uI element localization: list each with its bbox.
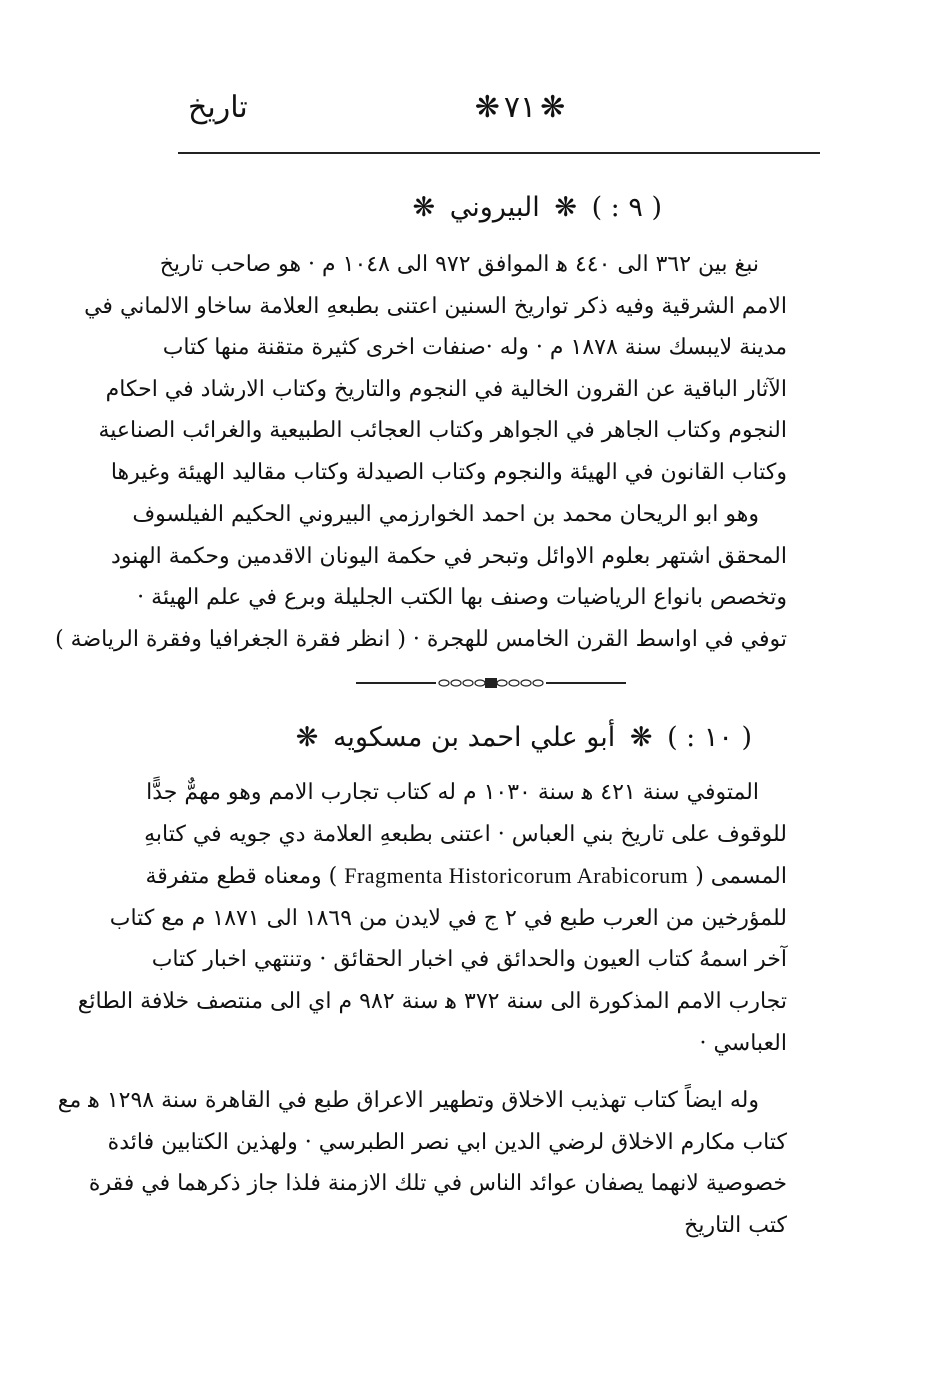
text-line: وتخصص بانواع الرياضيات وصنف بها الكتب الجليلة وبرع في علم الهيئة · [137, 585, 787, 611]
text-segment: ومعناه قطع متفرقة [145, 864, 322, 890]
text-line: وهو ابو الريحان محمد بن احمد الخوارزمي البيروني الحكيم الفيلسوف [132, 502, 759, 527]
text-line: المسمى ( Fragmenta Historicorum Arabicorum ) ومعناه قطع متفرقة [145, 863, 787, 890]
paragraph [57, 1080, 787, 1246]
entry-number: ( ٩ : ) [591, 192, 662, 223]
text-line: آخر اسمهُ كتاب العيون والحدائق في اخبار الحقائق · وتنتهي اخبار كتاب [151, 947, 787, 973]
text-line: مدينة لايبسك سنة ١٨٧٨ م · وله ·صنفات اخرى كثيرة متقنة منها كتاب [162, 335, 787, 361]
text-line: الامم الشرقية وفيه ذكر تواريخ السنين اعتنى بطبعهِ العلامة ساخاو الالماني في [84, 293, 787, 319]
text-line: وكتاب القانون في الهيئة والنجوم وكتاب الصيدلة وكتاب مقاليد الهيئة وغيرها [110, 459, 787, 485]
ornament-icon: ❋ [540, 90, 566, 125]
latin-title: Fragmenta Historicorum Arabicorum [344, 863, 689, 889]
running-head [180, 86, 820, 136]
text-line: كتب التاريخ [684, 1212, 787, 1238]
text-line: للمؤرخين من العرب طبع في ٢ ج في لايدن من ١٨٦٩ الى ١٨٧١ م مع كتاب [109, 905, 787, 931]
entry-heading [290, 722, 752, 753]
text-line: توفي في اواسط القرن الخامس للهجرة · ( انظر فقرة الجغرافيا وفقرة الرياضة ) [55, 626, 787, 652]
entry-title: أبو علي احمد بن مسكويه [332, 722, 616, 753]
ornament-icon: ❋ [554, 192, 577, 223]
paragraph [77, 772, 787, 1064]
text-line: نبغ بين ٣٦٢ الى ٤٤٠ ﻫ الموافق ٩٧٢ الى ١٠٤٨ م · هو صاحب تاريخ [159, 252, 759, 277]
text-line: خصوصية لانهما يصفان عوائد الناس في تلك الازمنة فلذا جاز ذكرهما في فقرة [88, 1171, 787, 1197]
text-line: للوقوف على تاريخ بني العباس · اعتنى بطبعهِ العلامة دي جويه في كتابهِ [144, 821, 787, 847]
text-line: العباسي · [699, 1030, 787, 1056]
text-line: كتاب مكارم الاخلاق لرضي الدين ابي نصر الطبرسي · ولهذين الكتابين فائدة [107, 1129, 787, 1155]
text-line: النجوم وكتاب الجاهر في الجواهر وكتاب العجائب الطبيعية والغرائب الصناعية [98, 418, 787, 444]
page-number [450, 90, 590, 125]
entry-number: ( ١٠ : ) [667, 722, 752, 753]
text-line: المحقق اشتهر بعلوم الاوائل وتبحر في حكمة اليونان الاقدمين وحكمة الهنود [111, 543, 787, 569]
ornament-icon: ❋ [295, 722, 319, 753]
ornament-icon: ❋ [629, 722, 653, 753]
text-line: المتوفي سنة ٤٢١ ﻫ سنة ١٠٣٠ م له كتاب تجارب الامم وهو مهمٌّ جدًّا [146, 780, 759, 805]
text-line: الآثار الباقية عن القرون الخالية في النجوم والتاريخ وكتاب الارشاد في احكام [105, 376, 787, 402]
page-number-value: ٧١ [503, 90, 537, 125]
entry-title: البيروني [449, 192, 540, 223]
ornament-icon: ❋ [474, 90, 500, 125]
entry-heading [407, 192, 662, 223]
text-line: تجارب الامم المذكورة الى سنة ٣٧٢ ﻫ سنة ٩٨٢ م اي الى منتصف خلافة الطائع [77, 988, 787, 1014]
running-head-title: تاريخ [188, 90, 248, 125]
paragraph [55, 494, 787, 660]
text-segment: المسمى [710, 864, 787, 890]
paragraph [84, 244, 787, 494]
ornament-icon: ❋ [412, 192, 436, 223]
section-divider [356, 676, 626, 690]
header-rule [178, 152, 820, 154]
text-line: وله ايضاً كتاب تهذيب الاخلاق وتطهير الاعراق طبع في القاهرة سنة ١٢٩٨ ﻫ مع [57, 1088, 759, 1113]
